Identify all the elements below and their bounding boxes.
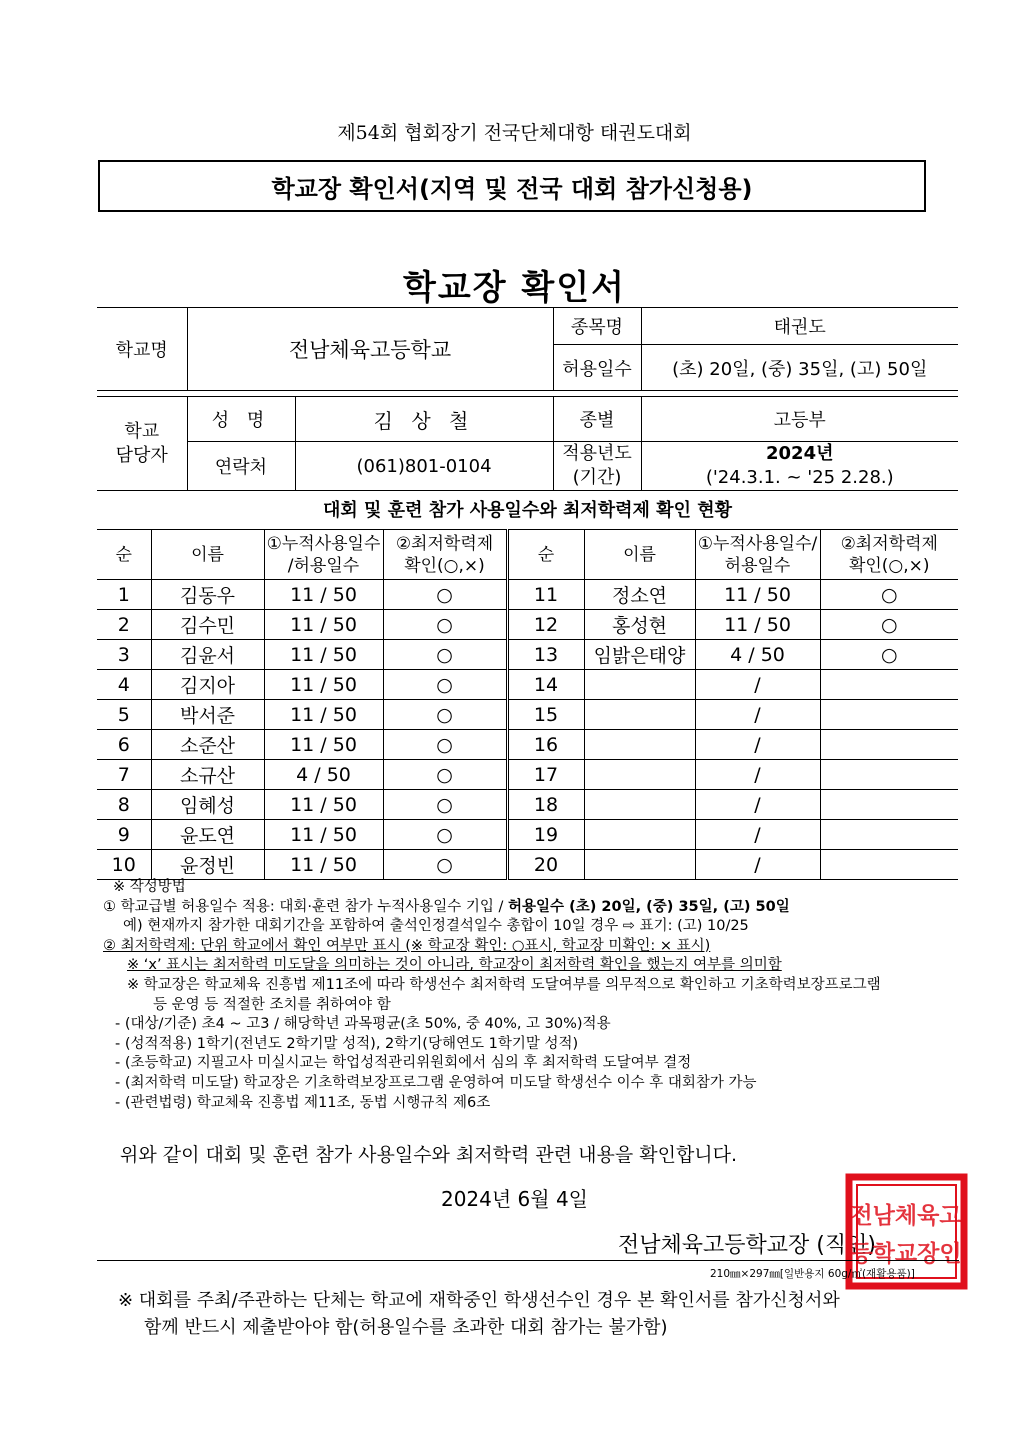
athlete-name: 홍성현 (584, 610, 695, 640)
row-no: 6 (97, 730, 151, 760)
header-check: ②최저학력제 확인(○,×) (383, 530, 507, 580)
header-days-right: ①누적사용일수/ 허용일수 (695, 530, 820, 580)
school-name: 전남체육고등학교 (187, 308, 553, 391)
header-name: 이름 (151, 530, 264, 580)
row-no: 5 (97, 700, 151, 730)
min-academic-check (820, 790, 958, 820)
row-no: 8 (97, 790, 151, 820)
year-value (641, 442, 958, 491)
athlete-name (584, 700, 695, 730)
row-no: 17 (507, 760, 584, 790)
table-row (97, 640, 958, 670)
guide-detail-1: - (대상/기준) 초4 ~ 고3 / 해당학년 과목평균(초 50%, 중 40%, 고 30%)적용 (115, 1016, 611, 1033)
min-academic-check: ○ (383, 850, 507, 880)
manager-name: 김 상 철 (295, 397, 553, 442)
row-no: 10 (97, 850, 151, 880)
guide-item-2: ② 최저학력제: 단위 학교에서 확인 여부만 표시 (※ 학교장 확인: ○표시, 학교장 미확인: × 표시) (103, 937, 711, 954)
used-days: / (695, 760, 820, 790)
table-row (97, 730, 958, 760)
seal-line-2: 등학교장인 (850, 1241, 962, 1267)
min-academic-check (820, 670, 958, 700)
period: ('24.3.1. ~ '25 2.28.) (705, 467, 894, 488)
form-box-title: 학교장 확인서(지역 및 전국 대회 참가신청용) (98, 160, 926, 212)
name-label: 성 명 (187, 397, 295, 442)
row-no: 16 (507, 730, 584, 760)
guide-heading: ※ 작성방법 (113, 879, 186, 895)
athlete-name (584, 850, 695, 880)
sport-value: 태권도 (641, 308, 958, 345)
athlete-name: 김수민 (151, 610, 264, 640)
athlete-name (584, 730, 695, 760)
row-no: 3 (97, 640, 151, 670)
division-label: 종별 (553, 397, 641, 442)
used-days: 11 / 50 (264, 640, 383, 670)
submission-note: ※ 대회를 주최/주관하는 단체는 학교에 재학중인 학생선수인 경우 본 확인서를 참가신청서와 함께 반드시 제출받아야 함(허용일수를 초과한 대회 참가는 불가함) (118, 1290, 840, 1338)
athlete-name: 김동우 (151, 580, 264, 610)
row-no: 11 (507, 580, 584, 610)
contact-label: 연락처 (187, 442, 295, 491)
sport-label: 종목명 (553, 308, 641, 345)
guide-detail-3: - (초등학교) 지필고사 미실시교는 학업성적관리위원회에서 심의 후 최저학력 도달여부 결정 (115, 1055, 692, 1072)
table-row (97, 850, 958, 880)
year: 2024년 (766, 443, 834, 464)
seal-line-1: 전남체육고 (850, 1203, 962, 1229)
athlete-name: 윤정빈 (151, 850, 264, 880)
used-days: 11 / 50 (695, 580, 820, 610)
row-no: 15 (507, 700, 584, 730)
manager-label: 학교 담당자 (97, 397, 187, 491)
confirmation-text: 위와 같이 대회 및 훈련 참가 사용일수와 최저학력 관련 내용을 확인합니다. (120, 1144, 738, 1166)
issue-date: 2024년 6월 4일 (440, 1187, 589, 1211)
used-days: 11 / 50 (264, 790, 383, 820)
athlete-name (584, 760, 695, 790)
athlete-name (584, 790, 695, 820)
school-label: 학교명 (97, 308, 187, 391)
divider-line (97, 1260, 959, 1261)
row-no: 12 (507, 610, 584, 640)
athlete-name (584, 820, 695, 850)
used-days: / (695, 730, 820, 760)
athlete-name: 박서준 (151, 700, 264, 730)
min-academic-check (820, 760, 958, 790)
min-academic-check: ○ (383, 730, 507, 760)
allowed-days-label: 허용일수 (553, 345, 641, 391)
year-label: 적용년도 (기간) (553, 442, 641, 491)
guide-duty-note: ※ 학교장은 학교체육 진흥법 제11조에 따라 학생선수 최저학력 도달여부를 의무적으로 확인하고 기초학력보장프로그램 (127, 976, 881, 993)
school-info-table (97, 307, 958, 491)
guide-item-1: ① 학교급별 허용일수 적용: 대회·훈련 참가 누적사용일수 기입 / 허용일수 (초) 20일, (중) 35일, (고) 50일 (103, 898, 790, 915)
athlete-name: 소규산 (151, 760, 264, 790)
row-no: 9 (97, 820, 151, 850)
used-days: / (695, 790, 820, 820)
table-row (97, 610, 958, 640)
min-academic-check: ○ (820, 640, 958, 670)
used-days: 11 / 50 (264, 670, 383, 700)
header-name-right: 이름 (584, 530, 695, 580)
used-days: / (695, 820, 820, 850)
page-title: 학교장 확인서 (403, 268, 626, 308)
principal-signature: 전남체육고등학교장 (직인) (618, 1233, 876, 1258)
guide-example: 예) 현재까지 참가한 대회기간을 포함하여 출석인정결석일수 총합이 10일 경우 ⇨ 표기: (고) 10/25 (123, 918, 749, 935)
min-academic-check: ○ (820, 580, 958, 610)
used-days: / (695, 670, 820, 700)
athlete-name (584, 670, 695, 700)
header-check-right: ②최저학력제 확인(○,×) (820, 530, 958, 580)
table-row (97, 820, 958, 850)
section-title: 대회 및 훈련 참가 사용일수와 최저학력제 확인 현황 (322, 500, 732, 521)
row-no: 7 (97, 760, 151, 790)
contact-value: (061)801-0104 (295, 442, 553, 491)
min-academic-check (820, 730, 958, 760)
guide-duty-note-cont: 등 운영 등 적절한 조치를 취하여야 함 (153, 996, 391, 1013)
used-days: 4 / 50 (264, 760, 383, 790)
used-days: / (695, 700, 820, 730)
min-academic-check (820, 700, 958, 730)
row-no: 13 (507, 640, 584, 670)
table-row (97, 760, 958, 790)
min-academic-check: ○ (383, 580, 507, 610)
row-no: 14 (507, 670, 584, 700)
writing-guide (103, 878, 963, 1113)
paper-spec: 210㎜×297㎜[일반용지 60g/㎡(재활용품)] (710, 1268, 915, 1280)
table-row (97, 790, 958, 820)
athlete-name: 임혜성 (151, 790, 264, 820)
athlete-name: 김윤서 (151, 640, 264, 670)
guide-detail-5: - (관련법령) 학교체육 진흥법 제11조, 동법 시행규칙 제6조 (115, 1094, 491, 1111)
used-days: 11 / 50 (264, 820, 383, 850)
athlete-name: 정소연 (584, 580, 695, 610)
row-no: 2 (97, 610, 151, 640)
athlete-name: 김지아 (151, 670, 264, 700)
row-no: 1 (97, 580, 151, 610)
min-academic-check: ○ (383, 760, 507, 790)
table-row (97, 580, 958, 610)
min-academic-check: ○ (383, 790, 507, 820)
event-title: 제54회 협회장기 전국단체대항 태권도대회 (337, 122, 692, 144)
row-no: 20 (507, 850, 584, 880)
header-days: ①누적사용일수 /허용일수 (264, 530, 383, 580)
header-no: 순 (97, 530, 151, 580)
min-academic-check: ○ (383, 640, 507, 670)
table-row (97, 670, 958, 700)
min-academic-check: ○ (383, 700, 507, 730)
athlete-name: 소준산 (151, 730, 264, 760)
used-days: 11 / 50 (264, 850, 383, 880)
used-days: 11 / 50 (264, 700, 383, 730)
min-academic-check (820, 820, 958, 850)
min-academic-check: ○ (383, 610, 507, 640)
min-academic-check: ○ (383, 670, 507, 700)
min-academic-check: ○ (383, 820, 507, 850)
allowed-days-value: (초) 20일, (중) 35일, (고) 50일 (641, 345, 958, 391)
used-days: 11 / 50 (264, 610, 383, 640)
row-no: 19 (507, 820, 584, 850)
row-no: 18 (507, 790, 584, 820)
used-days: 4 / 50 (695, 640, 820, 670)
used-days: 11 / 50 (695, 610, 820, 640)
min-academic-check (820, 850, 958, 880)
used-days: 11 / 50 (264, 730, 383, 760)
guide-x-note: ※ ‘x’ 표시는 최저학력 미도달을 의미하는 것이 아니라, 학교장이 최저학력 확인을 했는지 여부를 의미함 (127, 957, 782, 974)
used-days: / (695, 850, 820, 880)
guide-detail-4: - (최저학력 미도달) 학교장은 기초학력보장프로그램 운영하여 미도달 학생선수 이수 후 대회참가 가능 (115, 1074, 757, 1091)
athlete-name: 윤도연 (151, 820, 264, 850)
athlete-table (97, 529, 958, 880)
guide-detail-2: - (성적적용) 1학기(전년도 2학기말 성적), 2학기(당해연도 1학기말 성적) (115, 1035, 579, 1052)
table-row (97, 700, 958, 730)
division-value: 고등부 (641, 397, 958, 442)
athlete-name: 임밝은태양 (584, 640, 695, 670)
used-days: 11 / 50 (264, 580, 383, 610)
row-no: 4 (97, 670, 151, 700)
header-no-right: 순 (507, 530, 584, 580)
min-academic-check: ○ (820, 610, 958, 640)
